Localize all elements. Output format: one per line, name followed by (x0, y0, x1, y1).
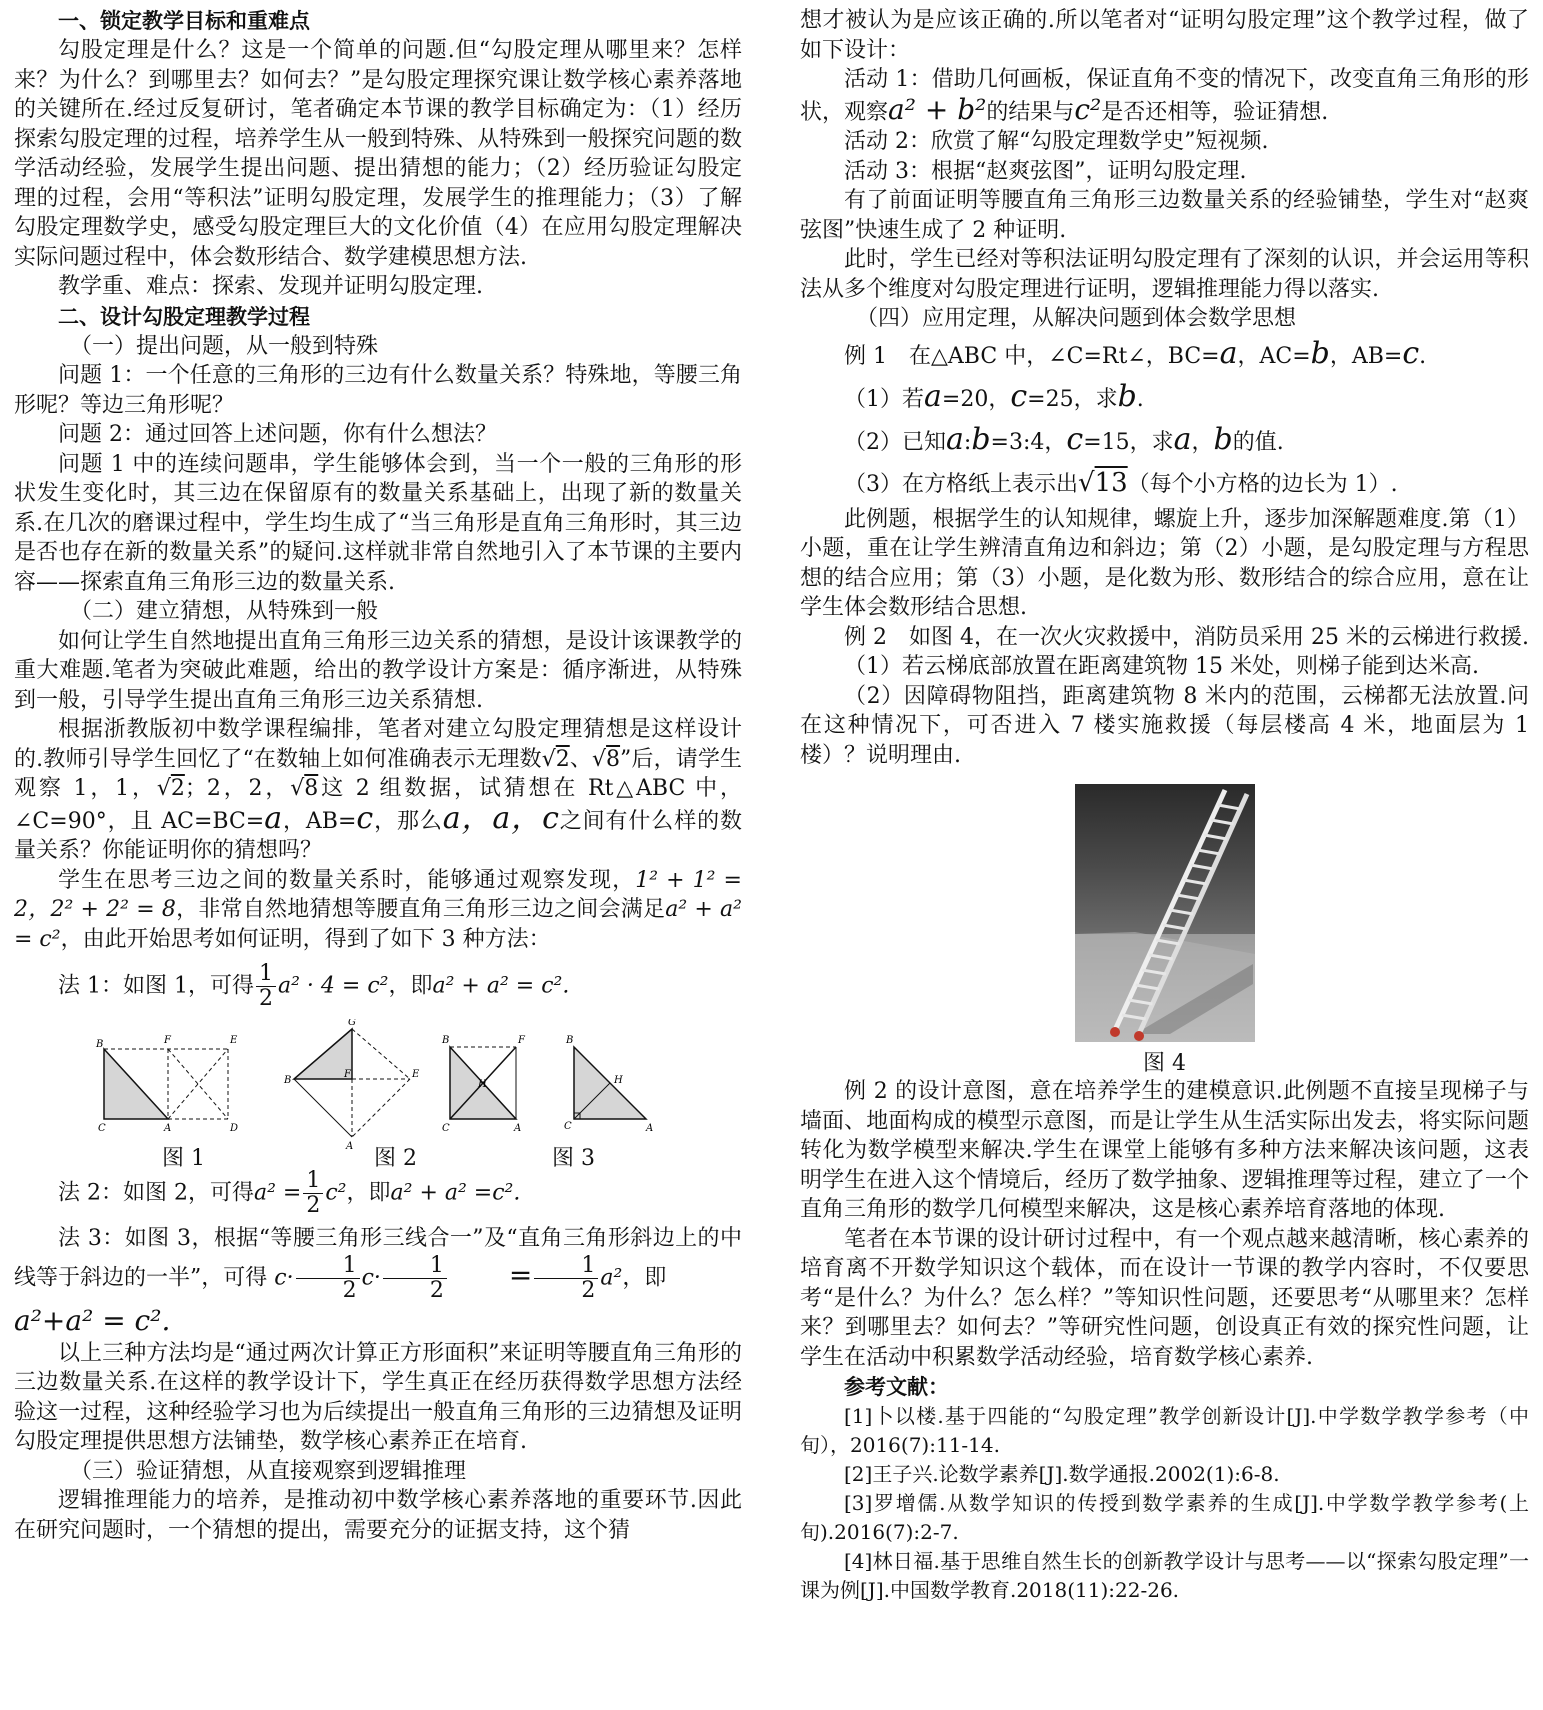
math-var: b (1310, 335, 1330, 371)
figure-caption: 图 4 (1143, 1051, 1186, 1076)
vertex-label: A (346, 1141, 354, 1152)
sqrt-13: √13 (1078, 467, 1128, 498)
equation: c² (325, 1180, 347, 1206)
radicand: 8 (606, 746, 621, 772)
numerator: 1 (303, 1169, 323, 1194)
reference-item: [3]罗增儒.从数学知识的传授到数学素养的生成[J].中学数学教学参考(上旬).2016(7):2-7. (800, 1491, 1529, 1544)
math-var: c (1066, 421, 1084, 457)
text-run: ，非常自然地猜想等腰直角三角形三边之间会满足 (175, 897, 666, 922)
ladder-photo-image (1075, 784, 1255, 1042)
references-heading: 参考文献： (844, 1375, 949, 1399)
vertex-label: A (514, 1123, 522, 1134)
text-run: 例 1 在△ABC 中，∠C=Rt∠，BC= (844, 343, 1220, 369)
text-run: （2）已知 (844, 429, 946, 455)
paragraph: 逻辑推理能力的培养，是推动初中数学核心素养落地的重要环节.因此在研究问题时，一个猜想的提出，需要充分的证据支持，这个猜 (14, 1488, 742, 1543)
text-run: 根据浙教版初中数学课程编排，笔者对建立勾股定理猜想是这样设计的.教师引导学生回忆了“在数轴上如何准确表示无理数 (14, 717, 742, 772)
text-run: . (1136, 386, 1144, 412)
text-run: ，AC= (1237, 343, 1311, 369)
equation: 1² + 1² = 2，2² + 2² = 8 (14, 867, 742, 922)
denominator: 2 (342, 1277, 357, 1303)
paragraph: 此例题，根据学生的认知规律，螺旋上升，逐步加深解题难度.第（1）小题，重在让学生辨清直角边和斜边；第（2）小题，是勾股定理与方程思想的结合应用；第（3）小题，是化数为形、数形结合的综合应用，意在让学生体会数形结合思想. (800, 506, 1529, 620)
subsection-heading: （一）提出问题，从一般到特殊 (70, 333, 379, 359)
text-run: ，即 (388, 973, 433, 999)
text-run: ，那么 (373, 808, 443, 834)
denominator: 2 (306, 1193, 321, 1218)
activity-1 (800, 65, 1529, 127)
vertex-label: G (348, 1019, 356, 1028)
text-run: 的结果与 (986, 99, 1075, 125)
equation: a² + a² = c². (432, 973, 570, 999)
vertex-label: D (230, 1123, 239, 1134)
fraction-half (303, 1169, 323, 1218)
reference-item: [4]林日福.基于思维自然生长的创新教学设计与思考——以“探索勾股定理”一课为例[J].中国数学教育.2018(11):22-26. (800, 1549, 1529, 1602)
denominator: 2 (258, 986, 273, 1011)
reference-item: [1]卜以楼.基于四能的“勾股定理”教学创新设计[J].中学数学教学参考（中旬），2016(7):11-14. (800, 1404, 1529, 1457)
figure-2-diagram (283, 1019, 420, 1152)
equation: a²+a² = c². (14, 1303, 171, 1337)
activity-2: 活动 2：欣赏了解“勾股定理数学史”短视频. (844, 129, 1269, 154)
paragraph: 此时，学生已经对等积法证明勾股定理有了深刻的认识，并会运用等积法从多个维度对勾股定理进行证明，逻辑推理能力得以落实. (800, 247, 1529, 302)
text-run: （1）若 (844, 386, 924, 412)
math-var: a，a，c (442, 800, 559, 836)
text-run: ，即 (346, 1180, 391, 1206)
equation: a² + a² =c². (390, 1180, 521, 1206)
example-1-q3 (844, 463, 1529, 505)
vertex-label: B (284, 1075, 292, 1086)
paragraph: 如何让学生自然地提出直角三角形三边关系的猜想，是设计该课教学的重大难题.笔者为突破此难题，给出的教学设计方案是：循序渐进，从特殊到一般，引导学生提出直角三角形三边关系猜想. (14, 628, 742, 713)
numerator: 1 (296, 1254, 360, 1279)
fraction-half (296, 1254, 360, 1303)
paragraph: 想才被认为是应该正确的.所以笔者对“证明勾股定理”这个教学过程，做了如下设计： (800, 8, 1529, 63)
example-2-q1: （1）若云梯底部放置在距离建筑物 15 米处，则梯子能到达米高. (844, 654, 1479, 679)
left-column (14, 6, 742, 1545)
math-var: c (356, 800, 374, 836)
vertex-label: E (412, 1069, 420, 1080)
text-run: ，即 (622, 1265, 667, 1290)
equation: c· (361, 1265, 381, 1290)
example-1 (844, 334, 1529, 377)
text-run: ，AB= (1329, 343, 1403, 369)
math-var: a (946, 421, 964, 457)
vertex-label: A (646, 1123, 654, 1134)
right-column (800, 6, 1529, 1605)
subsection-heading: （三）验证猜想，从直接观察到逻辑推理 (70, 1458, 467, 1484)
figure-1-diagram (95, 1035, 238, 1134)
fraction-half (534, 1254, 598, 1303)
paragraph: 例 2 的设计意图，意在培养学生的建模意识.此例题不直接呈现梯子与墙面、地面构成的模型示意图，而是让学生从生活实际出发去，将实际问题转化为数学模型来解决.学生在课堂上能够有多种方法来解决该问题，这表明学生在进入这个情境后，经历了数学抽象、逻辑推理等过程，建立了一个直角三角形的数学几何模型来解决，这是核心素养培育落地的体现. (800, 1079, 1529, 1222)
vertex-label: H (478, 1079, 487, 1090)
denominator: 2 (581, 1277, 596, 1303)
vertex-label: F (164, 1035, 171, 1046)
paragraph: 问题 1 中的连续问题串，学生能够体会到，当一个一般的三角形的形状发生变化时，其三边在保留原有的数量关系基础上，出现了新的数量关系.在几次的磨课过程中，学生均生成了“当三角形是直角三角形时，其三边是否也存在新的数量关系”的疑问.这样就非常自然地引入了本节课的主要内容——探索直角三角形三边的数量关系. (14, 451, 742, 595)
math-var: b (971, 421, 991, 457)
reference-item: [2]王子兴.论数学素养[J].数学通报.2002(1):6-8. (844, 1462, 1280, 1486)
text-run: ，AB= (282, 808, 357, 834)
sqrt-2: √2 (156, 776, 185, 801)
paragraph (14, 866, 742, 955)
example-2-q2: （2）因障碍物阻挡，距离建筑物 8 米内的范围，云梯都无法放置.问在这种情况下，可否进入 7 楼实施救援（每层楼高 4 米，地面层为 1 楼）？说明理由. (800, 683, 1529, 768)
text-run: 这 2 组数据，试猜想在 Rt△ABC 中，∠C=90°，且 AC=BC= (14, 776, 742, 834)
vertex-label: B (442, 1035, 450, 1046)
text-run: （3）在方格纸上表示出 (844, 471, 1078, 497)
example-1-q1 (844, 377, 1529, 420)
subsection-heading: （二）建立猜想，从特殊到一般 (70, 599, 379, 624)
text-run: =25，求 (1027, 386, 1118, 412)
radicand: 2 (555, 746, 570, 772)
equation: c· (274, 1265, 294, 1290)
subsection-heading: （四）应用定理，从解决问题到体会数学思想 (856, 306, 1297, 331)
paragraph (14, 715, 742, 866)
sqrt-8: √8 (592, 746, 621, 772)
paragraph: 有了前面证明等腰直角三角形三边数量关系的经验铺垫，学生对“赵爽弦图”快速生成了 2 种证明. (800, 188, 1529, 243)
equation: = (508, 1258, 533, 1291)
equation-line (14, 1303, 742, 1339)
denominator: 2 (429, 1277, 444, 1303)
example-2: 例 2 如图 4，在一次火灾救援中，消防员采用 25 米的云梯进行救援. (844, 624, 1529, 650)
text-run: ， (1191, 429, 1214, 455)
numerator: 1 (256, 962, 276, 987)
references-list (800, 1402, 1529, 1605)
text-run: 法 3：如图 3，根据“等腰三角形三线合一”及“直角三角形斜边上的中线等于斜边的一半”，可得 (14, 1226, 742, 1290)
vertex-label: C (442, 1123, 450, 1134)
fraction-half (256, 962, 276, 1011)
figure-3-diagram (441, 1035, 526, 1134)
equation: a² (600, 1265, 623, 1290)
vertex-label: B (566, 1035, 574, 1046)
vertex-label: C (98, 1123, 106, 1134)
math-var: a (1219, 335, 1238, 371)
math-var: b (1213, 421, 1233, 457)
text-run: 活动 1：借助几何画板，保证直角不变的情况下，改变直角三角形的形状，观察 (800, 67, 1529, 125)
sqrt-8: √8 (290, 776, 319, 801)
math-var: a (1173, 421, 1192, 457)
equation: c² (1074, 92, 1102, 126)
section-heading-2: 二、设计勾股定理教学过程 (58, 304, 310, 329)
vertex-label: F (344, 1069, 351, 1080)
paragraph: 笔者在本节课的设计研讨过程中，有一个观点越来越清晰，核心素养的培育离不开数学知识这个载体，而在设计一节课的教学内容时，不仅要思考“是什么？为什么？怎么样？”等知识性问题，还要思考“从哪里来？怎样来？到哪里去？如何去？”等研究性问题，创设真正有效的探究性问题，让学生在活动中积累数学活动经验，培育数学核心素养. (800, 1226, 1529, 1370)
vertex-label: E (230, 1035, 238, 1046)
method-2 (58, 1169, 742, 1218)
equation: a² + b² (888, 92, 987, 126)
numerator: 1 (383, 1254, 447, 1279)
radicand: 13 (1094, 467, 1128, 498)
figure-caption: 图 1 (162, 1146, 205, 1171)
text-run: 学生在思考三边之间的数量关系时，能够通过观察发现， (58, 867, 636, 893)
sqrt-2: √2 (541, 746, 570, 772)
vertex-label: B (96, 1039, 104, 1050)
equation: a² + a² = c² (14, 897, 742, 952)
text-run: 是否还相等，验证猜想. (1101, 99, 1329, 125)
text-run: 、 (569, 746, 593, 772)
ladder-photo (1075, 784, 1255, 1042)
text-run: =20， (941, 386, 1011, 412)
text-run: 法 1：如图 1，可得 (58, 973, 254, 999)
method-3 (14, 1224, 742, 1303)
math-var: b (1117, 378, 1137, 414)
example-1-q2 (844, 420, 1529, 463)
text-run: : (963, 429, 972, 455)
paragraph: 问题 2：通过回答上述问题，你有什么想法？ (58, 422, 497, 447)
method-1 (58, 962, 742, 1011)
math-var: a (264, 800, 283, 836)
figure-caption: 图 2 (374, 1146, 417, 1171)
text-run: 法 2：如图 2，可得 (58, 1180, 254, 1206)
equation: a² · 4 = c² (277, 973, 389, 999)
paragraph: 教学重、难点：探索、发现并证明勾股定理. (58, 274, 483, 299)
paragraph: 以上三种方法均是“通过两次计算正方形面积”来证明等腰直角三角形的三边数量关系.在这样的教学设计下，学生真正在经历获得数学思想方法经验这一过程，这种经验学习也为后续提出一般直角三角形的三边猜想及证明勾股定理提供思想方法铺垫，数学核心素养正在培育. (14, 1340, 742, 1454)
math-var: c (1402, 335, 1420, 371)
text-run: =15，求 (1083, 429, 1174, 455)
text-run: ，由此开始思考如何证明，得到了如下 3 种方法： (60, 926, 551, 952)
activity-3: 活动 3：根据“赵爽弦图”，证明勾股定理. (844, 158, 1247, 184)
fraction-half (383, 1254, 447, 1303)
text-run: ”后，请学生观察 1，1， (14, 746, 742, 801)
vertex-label: C (564, 1121, 572, 1132)
numerator: 1 (534, 1254, 598, 1279)
figures-1-3 (14, 1019, 742, 1169)
math-var: c (1010, 378, 1028, 414)
radicand: 2 (170, 776, 185, 801)
figure-caption: 图 3 (552, 1146, 595, 1171)
paragraph: 勾股定理是什么？这是一个简单的问题.但“勾股定理从哪里来？怎样来？为什么？到哪里去？如何去？”是勾股定理探究课让数学核心素养落地的关键所在.经过反复研讨，笔者确定本节课的教学目标确定为：（1）经历探索勾股定理的过程，培养学生从一般到特殊、从特殊到一般探究问题的数学活动经验，发展学生提出问题、提出猜想的能力；（2）经历验证勾股定理的过程，会用“等积法”证明勾股定理，发展学生的推理能力；（3）了解勾股定理数学史，感受勾股定理巨大的文化价值（4）在应用勾股定理解决实际问题过程中，体会数形结合、数学建模思想方法. (14, 38, 742, 270)
text-run: =3:4， (990, 429, 1067, 455)
text-run: ；2，2， (184, 776, 291, 801)
section-heading-1: 一、锁定教学目标和重难点 (58, 9, 310, 33)
text-run: 的值. (1232, 429, 1284, 455)
text-run: （每个小方格的边长为 1）. (1127, 471, 1398, 497)
text-run: . (1419, 343, 1427, 369)
figure-3b-diagram (564, 1035, 653, 1134)
vertex-label: F (518, 1035, 525, 1046)
math-var: a (924, 378, 942, 414)
text-run: 之间有什么样的数量关系？你能证明你的猜想吗？ (14, 808, 742, 863)
radicand: 8 (304, 776, 319, 801)
vertex-label: H (614, 1075, 623, 1086)
paragraph: 问题 1：一个任意的三角形的三边有什么数量关系？特殊地，等腰三角形呢？等边三角形呢？ (14, 363, 742, 418)
vertex-label: A (164, 1123, 172, 1134)
equation: a² = (253, 1180, 302, 1206)
